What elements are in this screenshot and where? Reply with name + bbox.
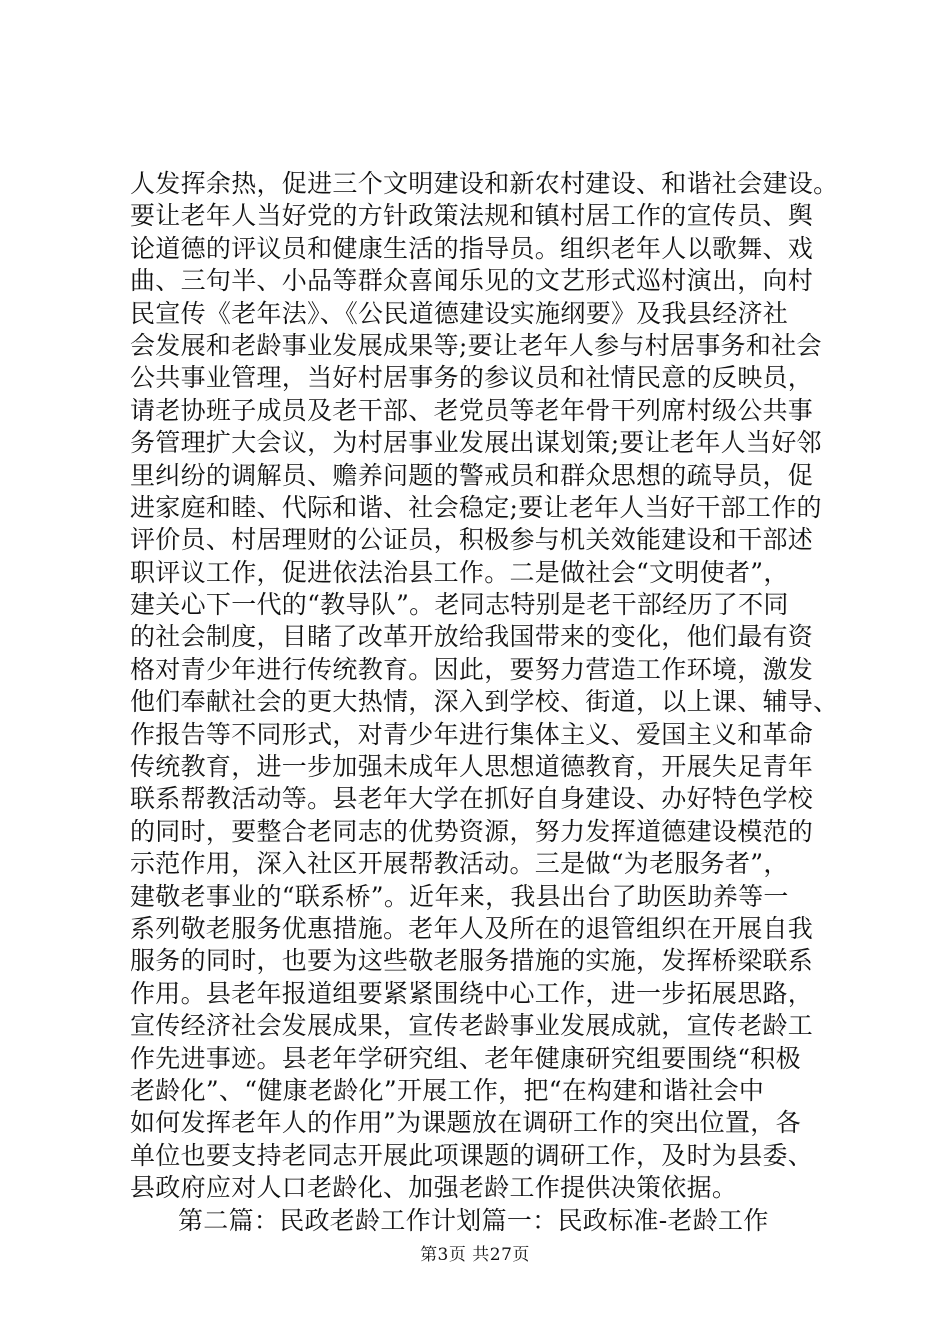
page-number-footer: 第3页 共27页 <box>420 1245 530 1265</box>
text-line: 的社会制度，目睹了改革开放给我国带来的变化，他们最有资 <box>130 622 814 652</box>
text-line: 建关心下一代的“教导队”。老同志特别是老干部经历了不同 <box>130 590 789 620</box>
text-line: 人发挥余热，促进三个文明建设和新农村建设、和谐社会建设。 <box>130 169 839 198</box>
text-line: 联系帮教活动等。县老年大学在抓好自身建设、办好特色学校 <box>130 784 814 814</box>
text-line: 会发展和老龄事业发展成果等;要让老年人参与村居事务和社会 <box>130 330 822 360</box>
text-line: 格对青少年进行传统教育。因此，要努力营造工作环境，激发 <box>130 654 814 684</box>
text-line: 公共事业管理，当好村居事务的参议员和社情民意的反映员， <box>130 363 814 393</box>
text-line: 他们奉献社会的更大热情，深入到学校、街道，以上课、辅导、 <box>130 687 839 717</box>
text-line: 作报告等不同形式，对青少年进行集体主义、爱国主义和革命 <box>130 719 814 749</box>
text-line: 作用。县老年报道组要紧紧围绕中心工作，进一步拓展思路， <box>130 978 814 1008</box>
text-line: 服务的同时，也要为这些敬老服务措施的实施，发挥桥梁联系 <box>130 946 814 976</box>
text-line: 老龄化”、“健康老龄化”开展工作，把“在构建和谐社会中 <box>130 1075 765 1105</box>
text-line: 如何发挥老年人的作用”为课题放在调研工作的突出位置，各 <box>130 1108 801 1138</box>
text-line: 建敬老事业的“联系桥”。近年来，我县出台了助医助养等一 <box>130 881 789 911</box>
text-line: 民宣传《老年法》、《公民道德建设实施纲要》及我县经济社 <box>130 298 789 328</box>
text-line: 传统教育，进一步加强未成年人思想道德教育，开展失足青年 <box>130 752 814 782</box>
text-line: 示范作用，深入社区开展帮教活动。三是做“为老服务者”， <box>130 849 789 879</box>
text-line: 请老协班子成员及老干部、老党员等老年骨干列席村级公共事 <box>130 395 814 425</box>
text-line: 宣传经济社会发展成果，宣传老龄事业发展成就，宣传老龄工 <box>130 1011 814 1041</box>
text-line: 曲、三句半、小品等群众喜闻乐见的文艺形式巡村演出，向村 <box>130 266 814 296</box>
text-line: 进家庭和睦、代际和谐、社会稳定;要让老年人当好干部工作的 <box>130 492 822 522</box>
text-line: 里纠纷的调解员、赡养问题的警戒员和群众思想的疏导员，促 <box>130 460 814 490</box>
text-line: 作先进事迹。县老年学研究组、老年健康研究组要围绕“积极 <box>130 1043 801 1073</box>
text-line: 的同时，要整合老同志的优势资源，努力发挥道德建设模范的 <box>130 816 814 846</box>
text-line: 论道德的评议员和健康生活的指导员。组织老年人以歌舞、戏 <box>130 233 814 263</box>
text-line: 县政府应对人口老龄化、加强老龄工作提供决策依据。 <box>130 1173 738 1203</box>
text-line: 单位也要支持老同志开展此项课题的调研工作，及时为县委、 <box>130 1140 814 1170</box>
text-line: 评价员、村居理财的公证员，积极参与机关效能建设和干部述 <box>130 525 814 555</box>
text-line: 要让老年人当好党的方针政策法规和镇村居工作的宣传员、舆 <box>130 201 814 231</box>
section-heading: 第二篇：民政老龄工作计划篇一：民政标准-老龄工作 <box>178 1205 769 1235</box>
text-line: 职评议工作，促进依法治县工作。二是做社会“文明使者”， <box>130 557 789 587</box>
body-text <box>130 168 839 1237</box>
text-line: 务管理扩大会议，为村居事业发展出谋划策;要让老年人当好邻 <box>130 428 822 458</box>
text-line: 系列敬老服务优惠措施。老年人及所在的退管组织在开展自我 <box>130 913 814 943</box>
